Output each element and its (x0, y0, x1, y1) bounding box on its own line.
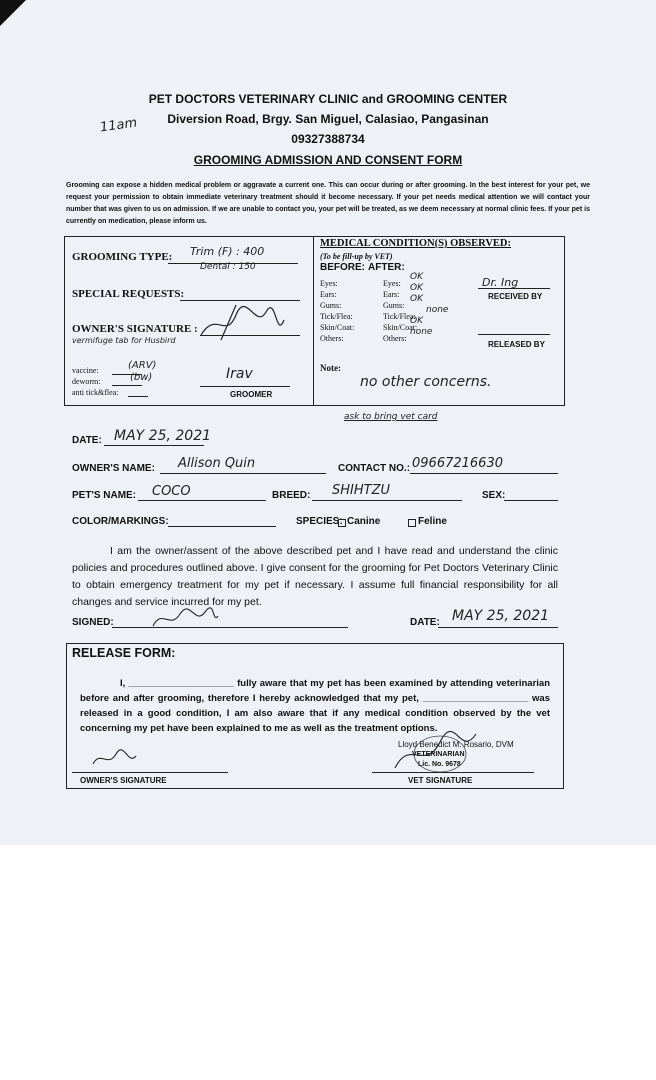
canine-label: Canine (347, 516, 381, 527)
contact-value: 09667216630 (412, 456, 503, 471)
vet-title: VETERINARIAN (412, 751, 465, 758)
vet-signature-line (372, 772, 534, 773)
date-line (104, 445, 204, 446)
vet-name: Lloyd Benedict M. Rosario, DVM (398, 740, 514, 749)
consent-text: I am the owner/assent of the above described pet and I have read and understand the clinic policies and procedures outlined above. I give consent for the grooming for Pet Doctors Veterinary Clinic to obtain emergency treatment for my pet if necessary. I assume full financial responsibility for all changes and service incurred for my pet. (72, 545, 558, 608)
release-title: RELEASE FORM: (72, 646, 176, 660)
release-owner-label: OWNER'S SIGNATURE (80, 776, 167, 785)
grooming-type-value: Trim (F) : 400 (190, 245, 265, 258)
time-note: 11am (99, 115, 139, 136)
note-value: no other concerns. (360, 374, 492, 390)
received-by-label: RECEIVED BY (488, 292, 543, 301)
before-eyes: Eyes: (320, 279, 338, 288)
release-text: I, ____________________ fully aware that my pet has been examined by attending veterinarian before and after grooming, therefore I hereby acknowledged that my pet, ____________________ was released in a good condition, I am also aware that if any medical condition observed by the vet concerning my pet have been explained to me as well as the treatment options. (80, 678, 550, 734)
before-tick: Tick/Flea: (320, 312, 353, 321)
before-label: BEFORE: (320, 262, 365, 273)
medical-title: MEDICAL CONDITION(S) OBSERVED: (320, 238, 511, 249)
owner-name-label: OWNER'S NAME: (72, 463, 155, 474)
signed-date-value: MAY 25, 2021 (452, 608, 550, 624)
after-others-value: none (410, 327, 433, 337)
before-skin: Skin/Coat: (320, 323, 355, 332)
released-by-label: RELEASED BY (488, 340, 545, 349)
vaccine-value: (ARV) (128, 360, 157, 371)
owner-note: vermifuge tab for Husbird (72, 336, 176, 345)
after-ears-value: OK (410, 283, 423, 293)
after-label: AFTER: (368, 262, 405, 273)
clinic-name: PET DOCTORS VETERINARY CLINIC and GROOMING CENTER (148, 92, 508, 106)
breed-label: BREED: (272, 490, 311, 501)
after-values (410, 272, 448, 338)
vet-signature (390, 728, 480, 776)
canine-checkbox[interactable] (338, 519, 346, 527)
release-owner-signature (90, 746, 140, 772)
owner-signature (196, 300, 286, 350)
feline-label: Feline (418, 516, 447, 527)
sex-line (504, 500, 558, 501)
date-value: MAY 25, 2021 (114, 428, 212, 444)
after-others: Others: (383, 334, 407, 343)
color-line (168, 526, 276, 527)
signed-label: SIGNED: (72, 617, 114, 628)
groomer-label: GROOMER (230, 390, 273, 399)
deworm-line (112, 385, 142, 386)
before-others: Others: (320, 334, 344, 343)
pet-name-line (138, 500, 266, 501)
pet-name-label: PET'S NAME: (72, 490, 137, 501)
owner-signature-label: OWNER'S SIGNATURE : (72, 323, 198, 335)
signed-date-line (438, 627, 558, 628)
received-by-name: Dr. Ing (482, 276, 519, 289)
owner-name-line (160, 473, 326, 474)
after-tick-value: none (426, 305, 449, 315)
clinic-address: Diversion Road, Brgy. San Miguel, Calasiao, Pangasinan (167, 112, 489, 126)
date-label: DATE: (72, 435, 102, 446)
release-owner-line (72, 772, 228, 773)
before-gums: Gums: (320, 301, 342, 310)
species-label: SPECIES: (296, 516, 343, 527)
contact-label: CONTACT NO.: (338, 463, 411, 474)
after-eyes: Eyes: (383, 279, 401, 288)
after-gums-value: OK (410, 294, 423, 304)
breed-value: SHIHTZU (332, 483, 390, 498)
form-title: GROOMING ADMISSION AND CONSENT FORM (193, 153, 463, 167)
deworm-label: deworm: (72, 377, 101, 386)
pet-name-value: COCO (152, 484, 191, 499)
special-requests-label: SPECIAL REQUESTS: (72, 288, 185, 300)
deworm-value: (bw) (130, 372, 153, 383)
antitick-line (128, 396, 148, 397)
owner-name-value: Allison Quin (178, 456, 256, 471)
medical-subtitle: (To be fill-up by VET) (320, 252, 393, 261)
after-eyes-value: OK (410, 272, 423, 282)
intro-text: Grooming can expose a hidden medical problem or aggravate a current one. This can occur during or after grooming. In the best interest for your pet, we request your permission to obtain immediate veterinary treatment should it become necessary. If your pet needs medical attention we will contact your number that was given to us on admission. If we are unable to contact you, your pet will be treated, as we deem necessary at normal clinic fees. If your pet is currently on medication, please inform us. (66, 182, 590, 225)
after-skin-value: OK (410, 316, 423, 326)
side-note: ask to bring vet card (344, 412, 438, 422)
signed-line (112, 627, 348, 628)
vet-license: Lic. No. 9678 (418, 761, 461, 768)
before-ears: Ears: (320, 290, 337, 299)
received-by-line (478, 288, 550, 289)
folded-corner (0, 0, 26, 26)
after-ears: Ears: (383, 290, 400, 299)
after-skin: Skin/Coat: (383, 323, 418, 332)
feline-checkbox[interactable] (408, 519, 416, 527)
released-by-line (478, 334, 550, 335)
clinic-phone: 09327388734 (291, 132, 365, 146)
signed-date-label: DATE: (410, 617, 440, 628)
vet-signature-label: VET SIGNATURE (408, 776, 473, 785)
groomer-name: Irav (226, 366, 253, 382)
color-label: COLOR/MARKINGS: (72, 516, 169, 527)
contact-line (410, 473, 558, 474)
sex-label: SEX: (482, 490, 506, 501)
groomer-line (200, 386, 290, 387)
grooming-type-label: GROOMING TYPE: (72, 251, 173, 263)
after-tick: Tick/Flea: (383, 312, 416, 321)
vaccine-label: vaccine: (72, 366, 99, 375)
antitick-label: anti tick&flea: (72, 388, 119, 397)
before-rows (320, 278, 354, 344)
note-label: Note: (320, 363, 341, 373)
after-gums: Gums: (383, 301, 405, 310)
grooming-type-value-2: Dental : 150 (200, 262, 256, 272)
breed-line (312, 500, 462, 501)
owner-signed-signature (150, 604, 220, 634)
